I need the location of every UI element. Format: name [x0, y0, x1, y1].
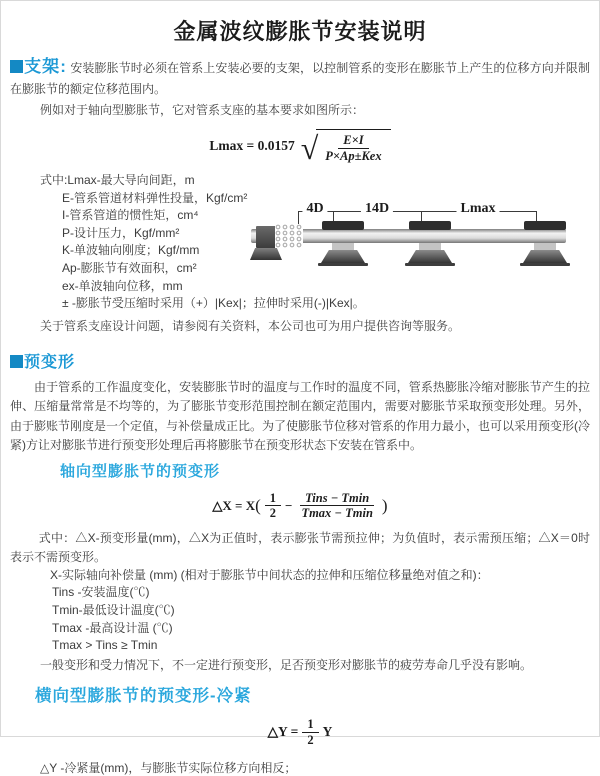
lateral-subsection-heading: 横向型膨胀节的预变形-冷紧	[35, 687, 252, 706]
axial-formula-half-fraction	[265, 491, 281, 521]
axial-formula-open-paren: (	[255, 495, 261, 515]
lateral-formula-lhs: △Y =	[267, 724, 299, 740]
axial-explain-paragraph: 式中：△X-预变形量(mm)，△X为正值时，表示膨张节需预拉伸；为负值时，表示需预压缩；△X＝0时表示不需预变形。	[10, 530, 590, 564]
axial-subsection-heading: 轴向型膨胀节的预变形	[60, 462, 221, 480]
lateral-numerator: 1	[302, 717, 318, 732]
lmax-formula	[10, 127, 590, 165]
definition-line-plusminus: ± -膨胀节受压缩时采用（+）|Kex|；拉伸时采用(-)|Kex|。	[62, 296, 365, 311]
axial-note-line: 一般变形和受力情况下，不一定进行预变形，足否预变形对膨胀节的疲劳寿命几乎没有影响。	[40, 657, 533, 672]
lateral-denominator: 2	[307, 732, 314, 747]
axial-item-line: X-实际轴向补偿量 (mm) (相对于膨胀节中间状态的拉伸和压缩位移量绝对值之和)：	[50, 567, 489, 582]
definition-line: K-单波轴向刚度；Kgf/mm	[62, 243, 200, 258]
axial-item-line: Tins -安装温度(℃)	[52, 585, 150, 600]
section-square-icon	[10, 355, 23, 368]
axial-formula-minus: −	[285, 497, 293, 513]
dimension-label-4d: 4D	[302, 201, 327, 217]
predeform-section-heading	[10, 349, 590, 372]
predeform-paragraph: 由于管系的工作温度变化，安装膨胀节时的温度与工作时的温度不同，管系热膨胀冷缩对膨胀节产生的拉伸、压缩量常常是不均等的，为了膨胀节变形范围控制在额定范围内，需要对膨胀节采取预变形处理。另外，由于膨账节刚度是一个定值，与补偿量成正比。为了使膨胀节位移对管系的作用力最小，也可以采用预变形(冷紧)方让对膨胀节进行预变形处理后再将膨胀节在预变形状态下安装在管系中。	[10, 379, 591, 453]
definition-line: Ap-膨胀节有效面积，cm²	[62, 260, 197, 275]
support-section-intro	[10, 56, 590, 100]
lateral-formula	[10, 718, 590, 746]
definition-line: ex-单波轴向位移，mm	[62, 278, 183, 293]
definition-line: 式中:Lmax-最大导向间距，m	[40, 173, 195, 187]
axial-formula	[10, 490, 590, 522]
lateral-formula-rhs: Y	[322, 724, 333, 740]
definition-line: P-设计压力，Kgf/mm²	[62, 225, 180, 240]
support-example-line: 例如对于轴向型膨胀节，它对管系支座的基本要求如图所示：	[40, 103, 365, 117]
content-flow	[1, 56, 599, 776]
radical-icon: √	[300, 129, 319, 166]
definition-line: E-管系管道材料弹性投量，Kgf/cm²	[62, 190, 248, 205]
section-square-icon	[10, 60, 23, 73]
lmax-formula-prefix: Lmax = 0.0157	[209, 138, 295, 153]
definition-line: I-管系管道的惯性矩，cm⁴	[62, 208, 199, 223]
half-denominator: 2	[269, 506, 277, 521]
lateral-note-line: △Y -冷紧量(mm)，与膨胀节实际位移方向相反；	[40, 761, 297, 776]
page-title: 金属波纹膨胀节安装说明	[173, 19, 427, 44]
dimension-label-14d: 14D	[361, 201, 393, 217]
axial-formula-temp-fraction	[296, 491, 377, 521]
lmax-radicand	[316, 129, 390, 163]
service-note-line: 关于管系支座设计问题，请参阅有关资料，本公司也可为用户提供咨询等服务。	[40, 318, 461, 333]
axial-item-line: Tmax > Tins ≥ Tmin	[52, 638, 158, 653]
axial-item-line: Tmax -最高设计温 (℃)	[52, 620, 173, 635]
temp-numerator: Tins − Tmin	[300, 491, 374, 506]
support-section-heading: 支架:	[24, 57, 67, 76]
support-intro-text: 安装膨胀节时必须在管系上安装必要的支架，以控制管系的变形在膨胀节上产生的位移方向并限制在膨胀节的额定位移范围内。	[10, 61, 590, 96]
predeform-heading-text: 预变形	[24, 353, 76, 371]
dimension-label-lmax: Lmax	[457, 201, 500, 217]
axial-formula-close-paren: )	[381, 495, 388, 515]
definitions-list	[10, 172, 590, 313]
lateral-formula-half-fraction	[302, 717, 318, 747]
half-numerator: 1	[265, 491, 281, 506]
temp-denominator: Tmax − Tmin	[301, 506, 373, 521]
axial-formula-lhs: △X = X	[212, 497, 256, 513]
lmax-frac-numerator: E×I	[338, 133, 368, 148]
lmax-frac-denominator: P×Ap±Kex	[325, 148, 382, 163]
axial-item-line: Tmin-最低设计温度(℃)	[52, 602, 175, 617]
